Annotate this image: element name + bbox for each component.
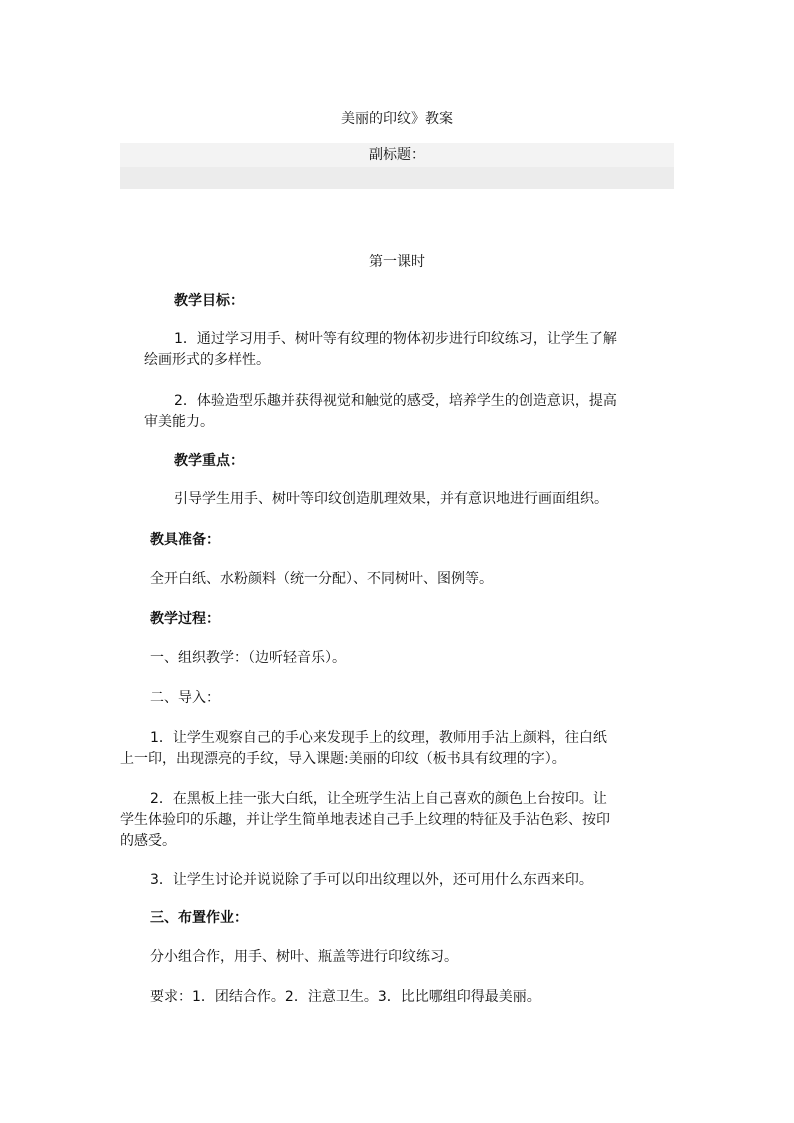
- process-heading: 教学过程：: [150, 611, 220, 627]
- intro-p1-line-1: 1．让学生观察自己的手心来发现手上的纹理，教师用手沾上颜料，往白纸: [150, 730, 607, 746]
- focus-heading: 教学重点：: [174, 453, 244, 469]
- intro-paragraph-1: [120, 728, 676, 770]
- subtitle-band: [120, 143, 674, 167]
- document-title: 美丽的印纹》教案: [341, 111, 453, 127]
- goal-2: [144, 391, 700, 433]
- focus-text: 引导学生用手、树叶等印纹创造肌理效果，并有意识地进行画面组织。: [174, 491, 608, 507]
- goal-1-line-2: 绘画形式的多样性。: [144, 352, 270, 368]
- intro-p1-line-2: 上一印，出现漂亮的手纹，导入课题:美丽的印纹（板书具有纹理的字）。: [120, 751, 566, 767]
- goal-1-line-1: 1．通过学习用手、树叶等有纹理的物体初步进行印纹练习，让学生了解: [174, 331, 617, 347]
- intro-p2-line-2: 学生体验印的乐趣，并让学生简单地表述自己手上纹理的特征及手沾色彩、按印: [120, 812, 610, 828]
- subtitle-label: 副标题：: [369, 147, 425, 163]
- homework-requirements: 要求：1．团结合作。2．注意卫生。3．比比哪组印得最美丽。: [150, 989, 541, 1005]
- intro-paragraph-3: 3．让学生讨论并说说除了手可以印出纹理以外，还可用什么东西来印。: [150, 872, 593, 888]
- goal-1: [144, 329, 700, 371]
- lesson-heading: 第一课时: [369, 254, 425, 270]
- tools-heading: 教具准备：: [150, 532, 220, 548]
- step-2: 二、导入：: [150, 690, 220, 706]
- tools-text: 全开白纸、水粉颜料（统一分配）、不同树叶、图例等。: [150, 571, 493, 587]
- intro-p2-line-3: 的感受。: [120, 833, 176, 849]
- goal-2-line-1: 2．体验造型乐趣并获得视觉和触觉的感受，培养学生的创造意识，提高: [174, 393, 617, 409]
- intro-paragraph-2: [120, 789, 676, 852]
- goals-heading: 教学目标：: [174, 293, 244, 309]
- step-3: 三、布置作业：: [150, 910, 248, 926]
- step-1: 一、组织教学：（边听轻音乐）。: [150, 650, 346, 666]
- intro-p2-line-1: 2．在黑板上挂一张大白纸，让全班学生沾上自己喜欢的颜色上台按印。让: [150, 791, 607, 807]
- homework-text: 分小组合作，用手、树叶、瓶盖等进行印纹练习。: [150, 949, 458, 965]
- goal-2-line-2: 审美能力。: [144, 414, 214, 430]
- subtitle-band-empty: [120, 167, 674, 189]
